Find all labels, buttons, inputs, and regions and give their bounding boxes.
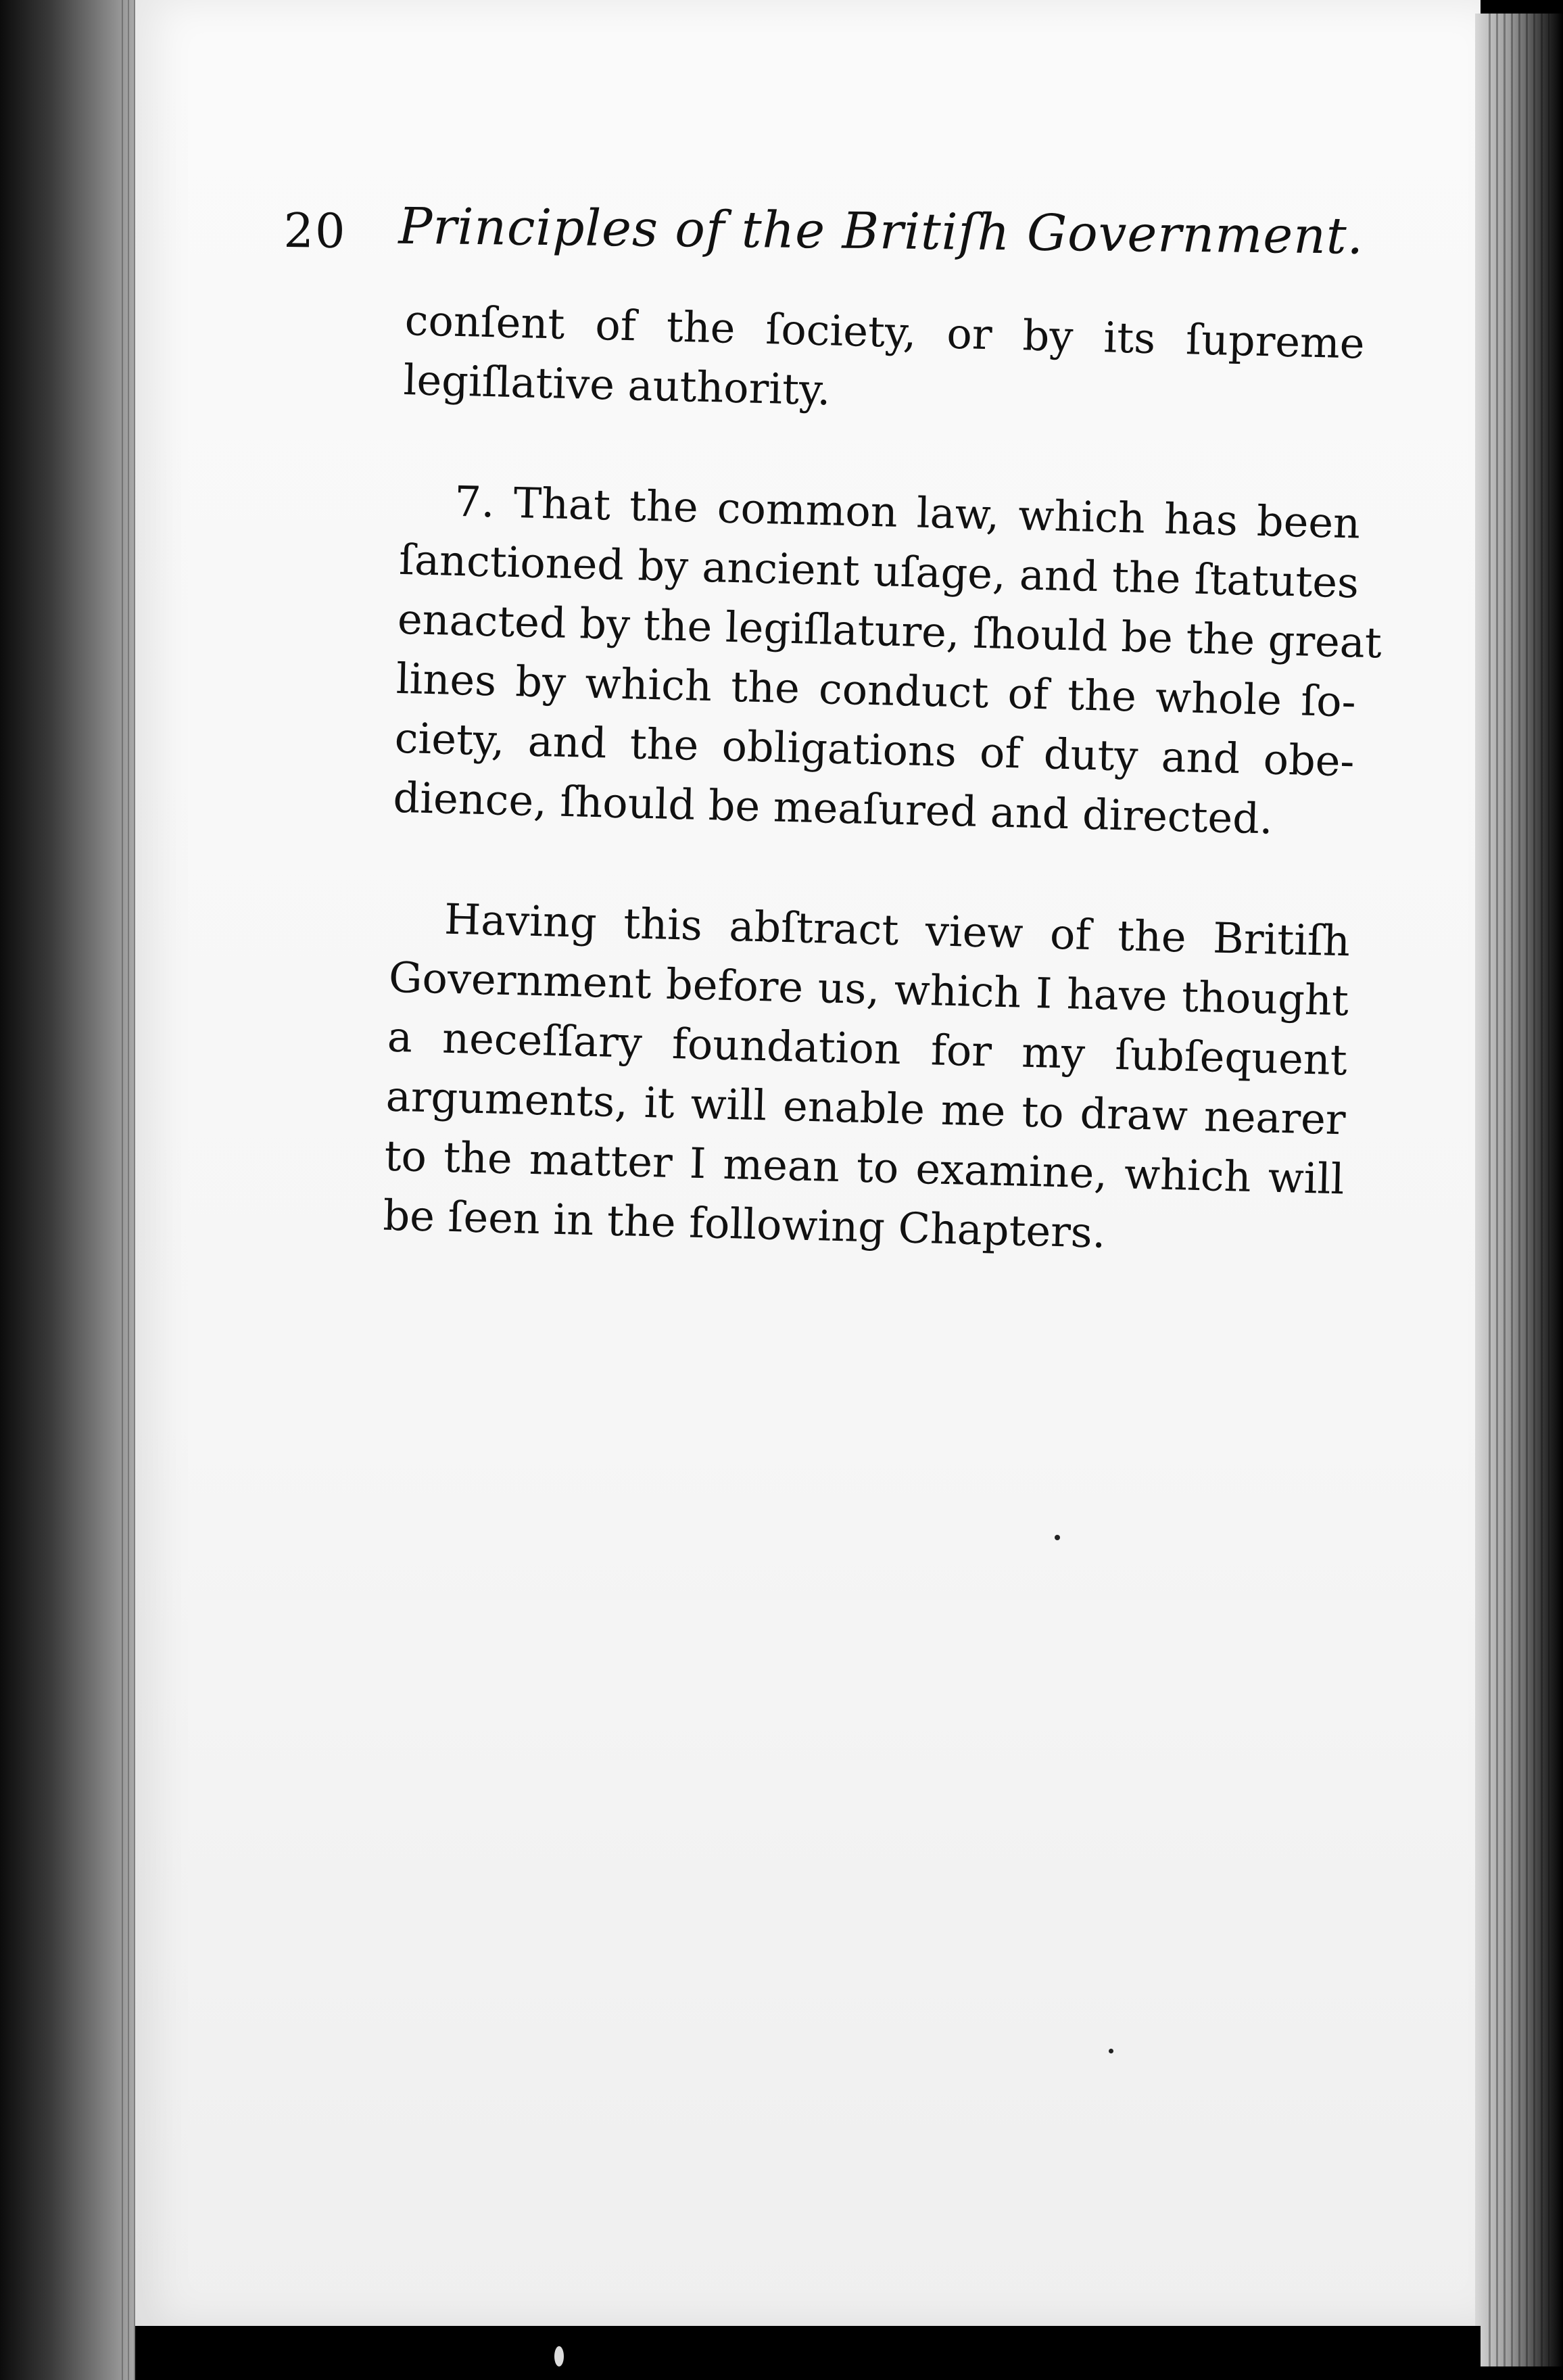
text-line: legiſlative authority. xyxy=(402,354,832,415)
running-title: Principles of the Britiſh Government. xyxy=(398,197,1364,266)
text-line: lines by which the conduct of the whole ſo- xyxy=(395,653,1357,727)
ink-speck xyxy=(554,2346,564,2366)
text-line: Government before us, which I have thought xyxy=(388,952,1349,1026)
page-edges-right xyxy=(1489,14,1549,2366)
paragraph-continuation xyxy=(403,291,1366,433)
ink-speck xyxy=(1055,1535,1060,1540)
text-line: be ſeen in the following Chapters. xyxy=(382,1190,1107,1258)
body-text xyxy=(382,291,1382,1268)
text-line: arguments, it will enable me to draw nearer xyxy=(385,1071,1347,1145)
ink-speck xyxy=(1109,2049,1113,2053)
text-line: to the matter I mean to examine, which will xyxy=(383,1130,1345,1204)
text-line: Having this abſtract view of the Britiſh xyxy=(443,894,1351,966)
text-line: dience, ſhould be meaſured and directed. xyxy=(392,772,1274,844)
text-line: 7. That the common law, which has been xyxy=(454,476,1361,548)
paragraph-item-7 xyxy=(392,471,1382,851)
text-line: ciety, and the obligations of duty and obe- xyxy=(393,713,1355,786)
paragraph-conclusion xyxy=(383,888,1351,1269)
text-line: enacted by the legiſlature, ſhould be the great xyxy=(397,594,1382,668)
text-line: conſent of the ſociety, or by its ſupreme xyxy=(404,295,1366,368)
bottom-shadow xyxy=(135,2326,1481,2380)
text-line: a neceſſary foundation for my ſubſequent xyxy=(387,1012,1348,1085)
page-number: 20 xyxy=(283,202,347,259)
text-line: ſanctioned by ancient uſage, and the ſtatutes xyxy=(398,534,1360,608)
page-header xyxy=(283,196,1364,288)
